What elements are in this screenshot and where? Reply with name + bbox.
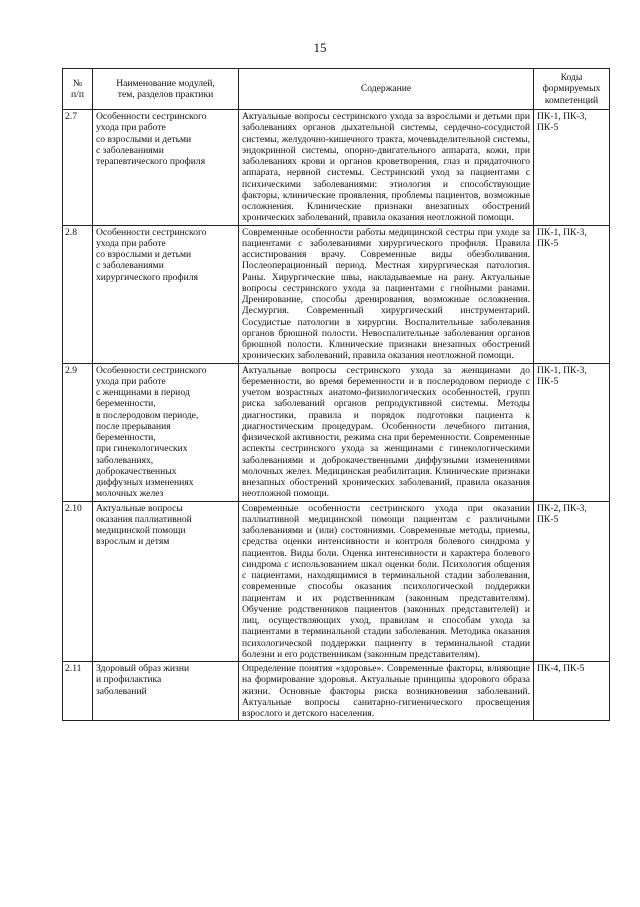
- row-name-line: Актуальные вопросы: [96, 502, 183, 514]
- header-name: Наименование модулей, тем, разделов практики: [93, 69, 239, 110]
- row-codes-line: ПК-5: [537, 375, 559, 387]
- row-name-line: оказания паллиативной: [96, 513, 192, 525]
- row-name-line: терапевтического профиля: [96, 156, 206, 167]
- row-name-line: ухода при работе: [96, 237, 166, 249]
- row-name-line: Особенности сестринского: [96, 364, 207, 376]
- row-name-line: с заболеваниями: [96, 260, 164, 272]
- row-name-line: ухода при работе: [96, 375, 166, 387]
- row-number: 2.7: [63, 110, 93, 226]
- row-name-line: молочных желез: [96, 488, 164, 500]
- table-row: [63, 662, 610, 721]
- row-name-line: заболеваний: [96, 685, 147, 697]
- row-content: Актуальные вопросы сестринского ухода за взрослыми и детьми при заболеваниях органов дыхательной системы, сердечно-сосудистой системы, желудочно-кишечного тракта, мочевыделительной системы, эндокринной системы, опорно-двигательного аппарата, кожи, при заболеваниях крови и органов кроветворения, глаз и придаточного аппарата, нервной системы. Сестринский уход за пациентами с психическими заболеваниями: этиология и способствующие факторы, клинические проявления, проблемы пациентов, возможные осложнения. Клинические признаки внезапных обострений хронических заболеваний, правила оказания неотложной помощи.: [239, 110, 534, 226]
- table-row: [63, 363, 610, 501]
- row-codes: [534, 662, 610, 721]
- row-content: Определение понятия «здоровье». Современные факторы, влияющие на формирование здоровья. Актуальные принципы здорового образа жизни. Основные факторы риска возникновения заболеваний. Актуальные вопросы санитарно-гигиенического просвещения взрослого и детского населения.: [239, 662, 534, 721]
- row-name: [93, 662, 239, 721]
- row-name-line: после прерывания: [96, 420, 171, 432]
- row-name-line: медицинской помощи: [96, 525, 186, 536]
- row-codes-line: ПК-1, ПК-3,: [537, 111, 587, 122]
- row-codes: [534, 110, 610, 226]
- row-number: 2.8: [63, 225, 93, 363]
- row-codes: [534, 363, 610, 501]
- row-codes-line: ПК-5: [537, 237, 559, 249]
- row-content: Современные особенности работы медицинской сестры при уходе за пациентами с заболеваниями хирургического профиля. Правила ассистирования врачу. Современные виды обезболивания. Послеоперационный период. Местная хирургическая патология. Раны. Хирургические швы, накладываемые на рану. Актуальные вопросы сестринского ухода за пациентами с гнойными ранами. Дренирование, способы дренирования, возможные осложнения. Десмургия. Современный хирургический инструментарий. Сосудистые патологии в хирургии. Воспалительные заболевания органов брюшной полости. Невоспалительные заболевания органов брюшной полости. Клинические признаки внезапных обострений хронических заболеваний, правила оказания неотложной помощи.: [239, 225, 534, 363]
- table-row: [63, 501, 610, 662]
- header-content: Содержание: [239, 69, 534, 110]
- row-name-line: Здоровый образ жизни: [96, 663, 190, 674]
- row-content: Актуальные вопросы сестринского ухода за женщинами до беременности, во время беременности и в послеродовом периоде с учетом возрастных анатомо-физиологических особенностей, групп риска заболеваний органов репродуктивной системы. Методы диагностики, правила и порядок подготовки пациента к диагностическим процедурам. Особенности лечебного питания, физической активности, режима сна при беременности. Современные аспекты сестринского ухода за женщинами с гинекологическими заболеваниями и доброкачественными диффузными изменениями молочных желез. Медицинская реабилитация. Клинические признаки внезапных обострений хронических заболеваний, правила оказания неотложной помощи.: [239, 363, 534, 501]
- row-name-line: беременности,: [96, 432, 156, 443]
- table-header-row: [63, 69, 610, 110]
- row-name-line: Особенности сестринского: [96, 111, 207, 122]
- page-number: 15: [313, 40, 327, 55]
- row-codes-line: ПК-1, ПК-3,: [537, 226, 587, 238]
- row-name: [93, 110, 239, 226]
- row-name-line: заболеваниях,: [96, 454, 154, 466]
- row-name-line: Особенности сестринского: [96, 226, 207, 238]
- row-codes-line: ПК-1, ПК-3,: [537, 364, 587, 376]
- row-name-line: хирургического профиля: [96, 271, 198, 283]
- header-codes: Коды формируемых компетенций: [534, 69, 610, 110]
- curriculum-table: [62, 68, 610, 721]
- row-content: Современные особенности сестринского ухода при оказании паллиативной медицинской помощи пациентам с различными заболеваниями и (или) состояниями. Современные методы, приемы, средства оценки интенсивности и контроля болевого синдрома у пациентов. Виды боли. Оценка интенсивности и характера болевого синдрома с использованием шкал оценки боли. Психология общения с пациентами, находящимися в терминальной стадии заболевания, современные способы оказания психологической поддержки пациентам и их родственникам (законным представителям). Обучение родственников пациентов (законных представителей) и лиц, осуществляющих уход, правилам и способам ухода за пациентами в терминальной стадии заболевания. Методика оказания психологической поддержки пациенту в терминальной стадии болезни и его родственникам (законным представителям).: [239, 501, 534, 662]
- row-name-line: со взрослыми и детьми: [96, 249, 192, 260]
- row-name-line: взрослым и детям: [96, 536, 170, 548]
- row-codes-line: ПК-5: [537, 122, 559, 134]
- table-row: [63, 225, 610, 363]
- row-name-line: и профилактика: [96, 674, 162, 686]
- row-codes-line: ПК-4, ПК-5: [537, 663, 585, 674]
- row-name-line: доброкачественных: [96, 465, 177, 477]
- row-number: 2.9: [63, 363, 93, 501]
- row-name-line: со взрослыми и детьми: [96, 133, 192, 145]
- row-name-line: диффузных изменениях: [96, 477, 194, 488]
- row-number: 2.10: [63, 501, 93, 662]
- row-name-line: при гинекологических: [96, 443, 188, 455]
- row-name-line: с женщинами в период: [96, 387, 190, 398]
- row-name-line: беременности,: [96, 398, 156, 410]
- row-name-line: в послеродовом периоде,: [96, 409, 199, 421]
- row-codes: [534, 501, 610, 662]
- row-name-line: ухода при работе: [96, 122, 166, 134]
- row-codes: [534, 225, 610, 363]
- row-name: [93, 225, 239, 363]
- row-codes-line: ПК-5: [537, 513, 559, 525]
- row-name-line: с заболеваниями: [96, 144, 164, 156]
- row-name: [93, 363, 239, 501]
- row-name: [93, 501, 239, 662]
- header-num: № п/п: [63, 69, 93, 110]
- row-number: 2.11: [63, 662, 93, 721]
- table-row: [63, 110, 610, 226]
- row-codes-line: ПК-2, ПК-3,: [537, 502, 587, 514]
